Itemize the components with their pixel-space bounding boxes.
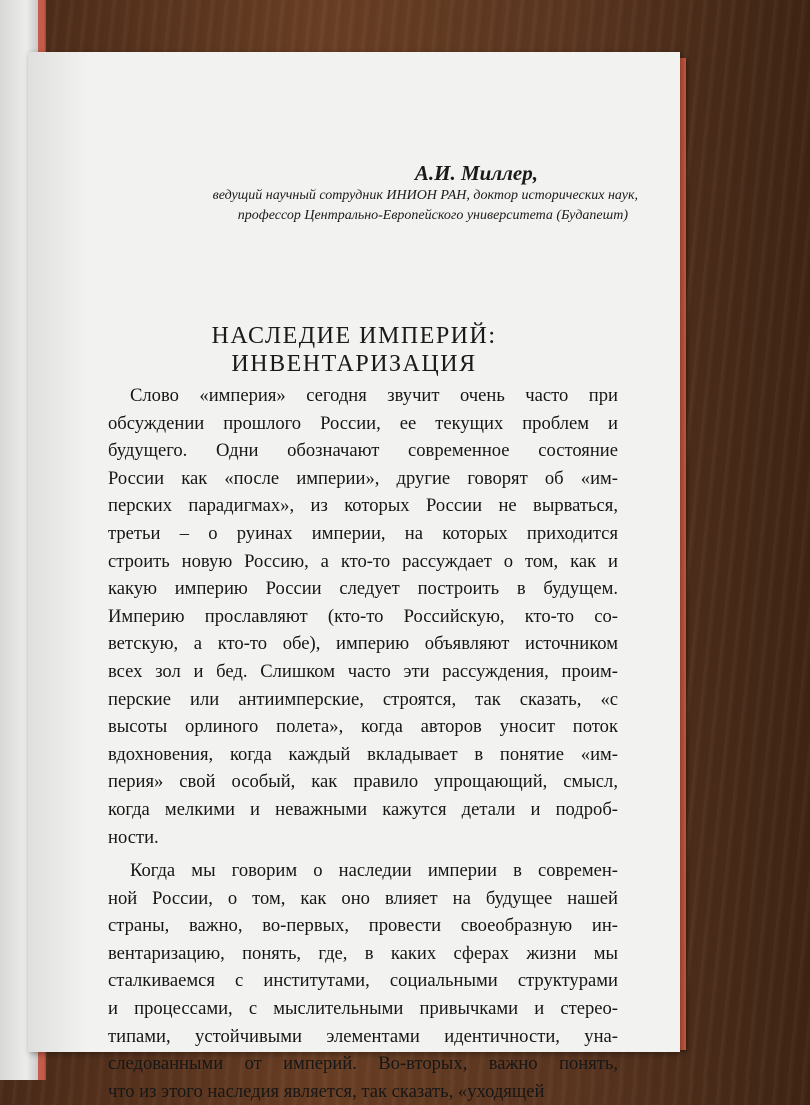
text-line: третьи – о руинах империи, на которых приходится: [108, 522, 618, 544]
article-title: [28, 322, 680, 378]
text-line: ветскую, а кто-то обе), империю объявляют источником: [108, 633, 618, 655]
author-block: [138, 160, 638, 226]
book-page: [28, 52, 680, 1102]
text-line: перские или антиимперские, строятся, так сказать, «с: [108, 688, 618, 710]
text-line: типами, устойчивыми элементами идентичности, уна-: [108, 1025, 618, 1047]
text-line: России как «после империи», другие говорят об «им-: [108, 467, 618, 489]
text-line: какую империю России следует построить в будущем.: [108, 578, 618, 600]
text-line: перия» свой особый, как правило упрощающий, смысл,: [108, 771, 618, 793]
article-body: [108, 382, 618, 1105]
paragraph-1: [108, 382, 618, 851]
text-line: страны, важно, во-первых, провести своеобразную ин-: [108, 915, 618, 937]
text-line: вентаризацию, понять, где, в каких сферах жизни мы: [108, 942, 618, 964]
author-name: А.И. Миллер,: [414, 161, 538, 185]
text-line: Слово «империя» сегодня звучит очень часто при: [130, 385, 618, 406]
author-role-line1: ведущий научный сотрудник ИНИОН РАН, доктор исторических наук,: [212, 188, 638, 203]
text-line: Когда мы говорим о наследии империи в современ-: [130, 860, 618, 882]
text-line: что из этого наследия является, так сказать, «уходящей: [108, 1080, 545, 1102]
text-line: когда мелкими и неважными кажутся детали и подроб-: [108, 798, 618, 820]
text-line: обсуждении прошлого России, ее текущих проблем и: [108, 412, 618, 434]
text-line: и процессами, с мыслительными привычками и стерео-: [108, 998, 618, 1020]
title-line1: НАСЛЕДИЕ ИМПЕРИЙ:: [211, 323, 497, 349]
text-line: всех зол и бед. Слишком часто эти рассуждения, проим-: [108, 660, 618, 682]
title-line2: ИНВЕНТАРИЗАЦИЯ: [231, 351, 477, 377]
text-line: вдохновения, когда каждый вкладывает в понятие «им-: [108, 743, 618, 765]
text-line: высоты орлиного полета», когда авторов уносит поток: [108, 716, 618, 738]
text-line: будущего. Одни обозначают современное состояние: [108, 440, 618, 462]
spine-shadow: [28, 52, 88, 1052]
author-role-line2: профессор Центрально-Европейского университета (Будапешт): [237, 208, 628, 223]
text-line: следованными от империй. Во-вторых, важно понять,: [108, 1053, 618, 1075]
paragraph-2: [108, 857, 618, 1105]
text-line: Империю прославляют (кто-то Российскую, кто-то со-: [108, 605, 618, 627]
text-line: сталкиваемся с институтами, социальными структурами: [108, 970, 618, 992]
page-stack-edge: [680, 58, 686, 1050]
text-line: перских парадигмах», из которых России не вырваться,: [108, 495, 618, 517]
text-line: ной России, о том, как оно влияет на будущее нашей: [108, 887, 618, 909]
text-line: ности.: [108, 826, 159, 848]
text-line: строить новую Россию, а кто-то рассуждает о том, как и: [108, 550, 618, 572]
